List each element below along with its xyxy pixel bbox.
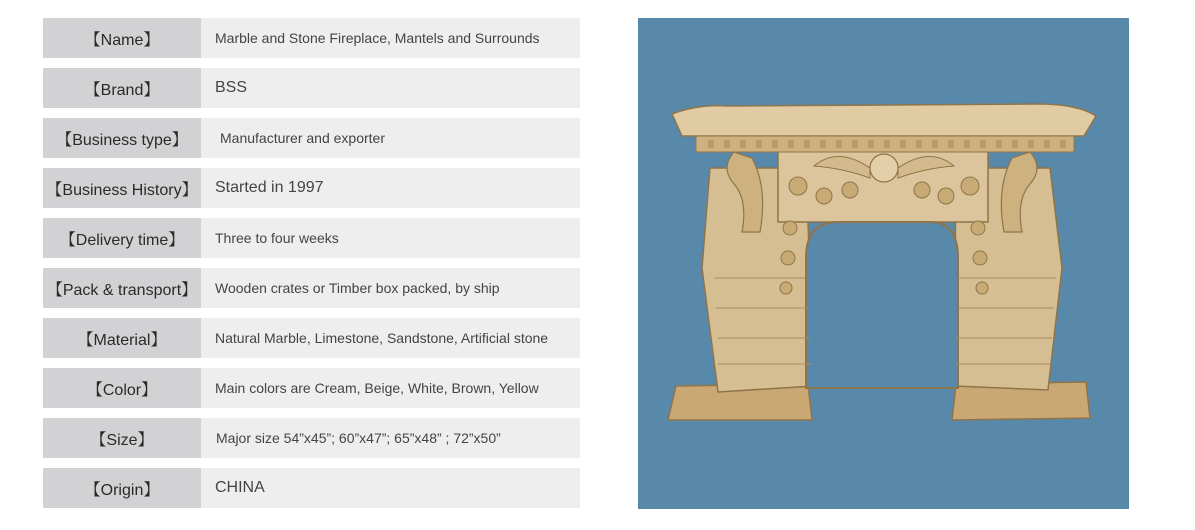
- spec-row-delivery-time: [43, 218, 580, 258]
- spec-row-color: [43, 368, 580, 408]
- spec-value: BSS: [201, 68, 580, 108]
- spec-value: Natural Marble, Limestone, Sandstone, Artificial stone: [201, 318, 580, 358]
- spec-row-size: [43, 418, 580, 458]
- spec-table: [43, 18, 580, 518]
- spec-value: CHINA: [201, 468, 580, 508]
- spec-label: 【Name】: [43, 18, 201, 58]
- spec-value: Wooden crates or Timber box packed, by ship: [201, 268, 580, 308]
- spec-label: 【Material】: [43, 318, 201, 358]
- spec-value: Marble and Stone Fireplace, Mantels and Surrounds: [201, 18, 580, 58]
- spec-row-material: [43, 318, 580, 358]
- spec-label: 【Business type】: [43, 118, 201, 158]
- spec-row-brand: [43, 68, 580, 108]
- spec-row-business-type: [43, 118, 580, 158]
- spec-row-origin: [43, 468, 580, 508]
- spec-row-pack-transport: [43, 268, 580, 308]
- spec-value: Major size 54”x45”; 60”x47”; 65”x48” ; 72”x50”: [201, 418, 580, 458]
- spec-value: Main colors are Cream, Beige, White, Brown, Yellow: [201, 368, 580, 408]
- spec-label: 【Origin】: [43, 468, 201, 508]
- spec-label: 【Color】: [43, 368, 201, 408]
- spec-label: 【Business History】: [43, 168, 201, 208]
- spec-label: 【Delivery time】: [43, 218, 201, 258]
- spec-row-name: [43, 18, 580, 58]
- spec-value: Manufacturer and exporter: [201, 118, 580, 158]
- spec-label: 【Size】: [43, 418, 201, 458]
- spec-label: 【Brand】: [43, 68, 201, 108]
- spec-label: 【Pack & transport】: [43, 268, 201, 308]
- fireplace-photo: [638, 18, 1129, 509]
- spec-value: Started in 1997: [201, 168, 580, 208]
- spec-value: Three to four weeks: [201, 218, 580, 258]
- fireplace-illustration: [638, 18, 1129, 509]
- spec-row-business-history: [43, 168, 580, 208]
